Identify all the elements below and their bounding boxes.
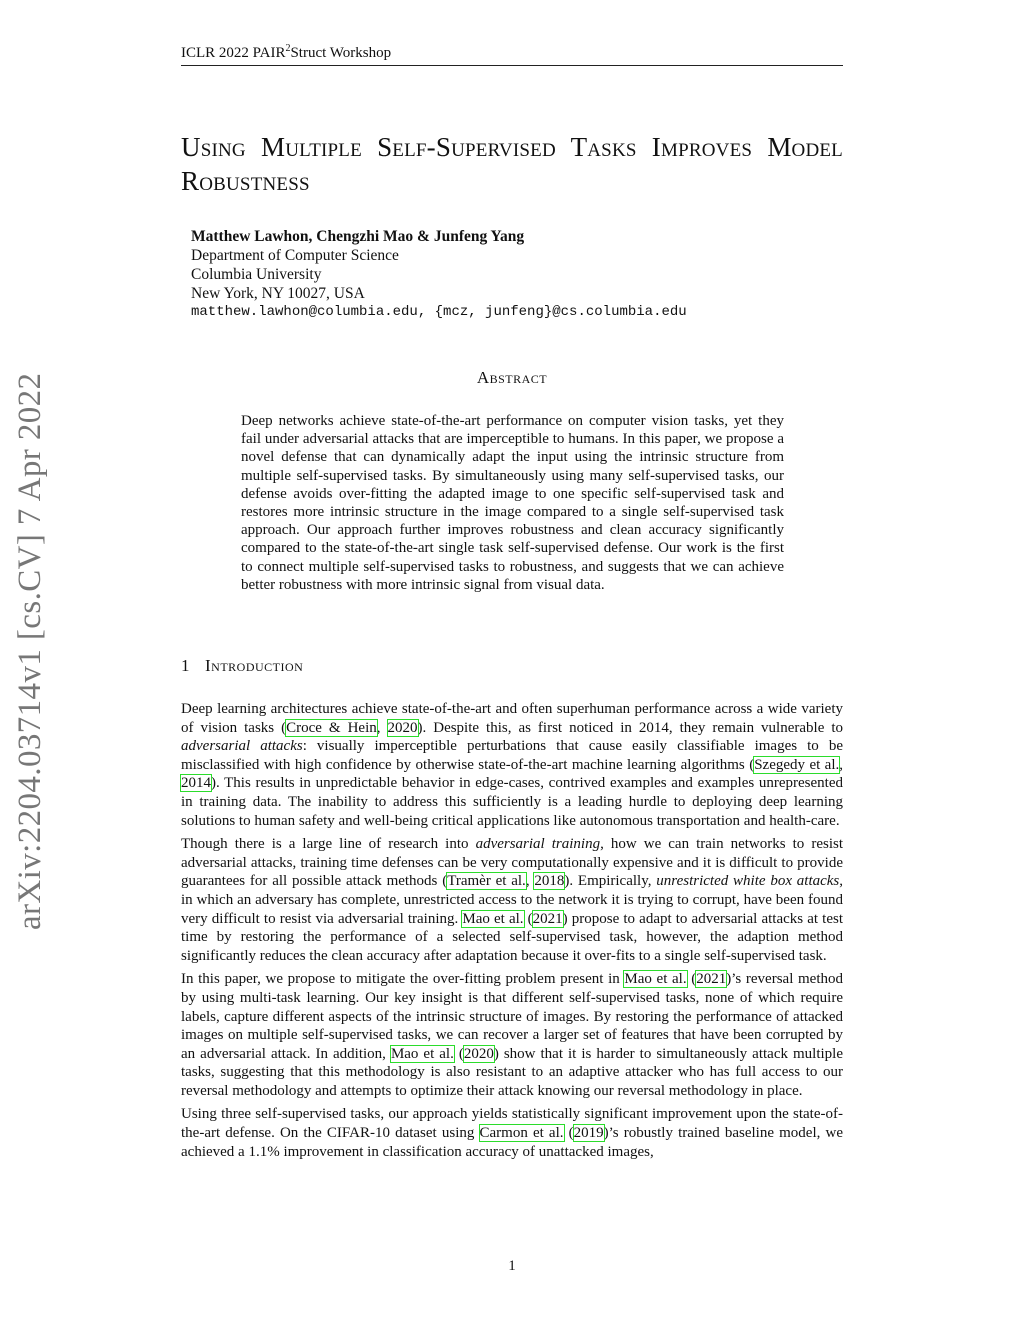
citation-link[interactable]: 2021 <box>696 971 727 988</box>
author-emails: matthew.lawhon@columbia.edu, {mcz, junfeng}@cs.columbia.edu <box>191 304 687 320</box>
author-names: Matthew Lawhon, Chengzhi Mao & Junfeng Yang <box>191 228 525 245</box>
citation-link[interactable]: Croce & Hein <box>286 719 377 736</box>
citation-link[interactable]: Mao et al. <box>624 971 687 988</box>
paragraph: Deep learning architectures achieve state-of-the-art and often superhuman performance across a wide variety of vision tasks (Croce & Hein, 2020). Despite this, as first noticed in 2014, they remain vulnerable to adversarial attacks: visually imperceptible perturbations that cause easily classifiable images to be misclassified with high confidence by otherwise state-of-the-art machine learning algorithms (Szegedy et al., 2014). This results in unpredictable behavior in edge-cases, contrived examples and examples unrepresented in training data. The inability to address this sufficiently is a leading hurdle to deploying deep learning solutions to human safety and well-being critical applications like autonomous transportation and health-care. <box>181 701 844 829</box>
citation-link[interactable]: 2019 <box>573 1125 604 1142</box>
citation-link[interactable]: 2020 <box>463 1045 494 1062</box>
citation-link[interactable]: 2014 <box>181 775 211 792</box>
abstract-text: Deep networks achieve state-of-the-art performance on computer vision tasks, yet they fail under adversarial attacks that are imperceptible to humans. In this paper, we propose a novel defense that can dynamically adapt the input using the intrinsic structure from multiple self-supervised tasks. By simultaneously using many self-supervised tasks, our defense avoids over-fitting the adapted image to one specific self-supervised task and restores more intrinsic structure in the image compared to a single self-supervised task approach. Our approach further improves robustness and clean accuracy significantly compared to the state-of-the-art single task self-supervised defense. Our work is the first to connect multiple self-supervised tasks to robustness, and suggests that we can achieve better robustness with more intrinsic signal from visual data. <box>241 413 784 593</box>
venue-suffix: Struct Workshop <box>290 45 392 61</box>
citation-link[interactable]: 2020 <box>387 719 418 736</box>
author-block <box>191 227 687 322</box>
paragraph: Using three self-supervised tasks, our approach yields statistically significant improvement upon the state-of-the-art defense. On the CIFAR-10 dataset using Carmon et al. (2019)’s robustly trained baseline model, we achieved a 1.1% improvement in classification accuracy of unattacked images, <box>181 1106 843 1160</box>
citation-link[interactable]: Szegedy et al. <box>754 756 840 773</box>
venue-superscript: 2 <box>285 43 291 54</box>
section-number: 1 <box>181 656 190 675</box>
paragraph: Though there is a large line of research into adversarial training, how we can train networks to resist adversarial attacks, training time defenses can be very computationally expensive and it is difficult to provide guarantees for all possible attack methods (Tramèr et al., 2018). Empirically, unrestricted white box attacks, in which an adversary has complete, unrestricted access to the network it is trying to corrupt, have been found very difficult to resist via adversarial training. Mao et al. (2021) propose to adapt to adversarial attacks at test time by restoring the performance of a selected self-supervised task, however, the adaption method significantly reduces the clean accuracy after adaptation because it over-fits to a single self-supervised task. <box>181 836 844 964</box>
citation-link[interactable]: Mao et al. <box>462 910 524 927</box>
venue-prefix: ICLR 2022 PAIR <box>181 45 286 61</box>
citation-link[interactable]: 2021 <box>532 910 563 927</box>
author-university: Columbia University <box>191 266 322 283</box>
citation-link[interactable]: Carmon et al. <box>479 1125 564 1142</box>
paper-title: Using Multiple Self-Supervised Tasks Improves Model Robustness <box>181 132 843 196</box>
citation-link[interactable]: Tramèr et al. <box>447 873 526 890</box>
author-department: Department of Computer Science <box>191 247 399 264</box>
running-header <box>181 43 843 66</box>
section-title: Introduction <box>205 656 304 675</box>
author-address: New York, NY 10027, USA <box>191 285 365 302</box>
citation-link[interactable]: 2018 <box>534 873 565 890</box>
paragraph: In this paper, we propose to mitigate the over-fitting problem present in Mao et al. (2021)’s reversal method by using multi-task learning. Our key insight is that different self-supervised tasks, none of which require labels, capture different aspects of the intrinsic structure of images. By restoring the performance of attacked images on multiple self-supervised tasks, we can recover a larger set of features that have been corrupted by an adversarial attack. In addition, Mao et al. (2020) show that it is harder to simultaneously attack multiple tasks, suggesting that this methodology is also resistant to an adaptive attacker who has full access to our reversal methodology and attempts to optimize their attack knowing our reversal methodology in place. <box>181 971 843 1099</box>
section-heading <box>181 656 303 676</box>
arxiv-stamp: arXiv:2204.03714v1 [cs.CV] 7 Apr 2022 <box>12 372 48 930</box>
abstract-heading: Abstract <box>476 368 548 387</box>
citation-link[interactable]: Mao et al. <box>390 1045 454 1062</box>
body-text <box>181 700 843 1166</box>
page-number: 1 <box>508 1258 516 1274</box>
